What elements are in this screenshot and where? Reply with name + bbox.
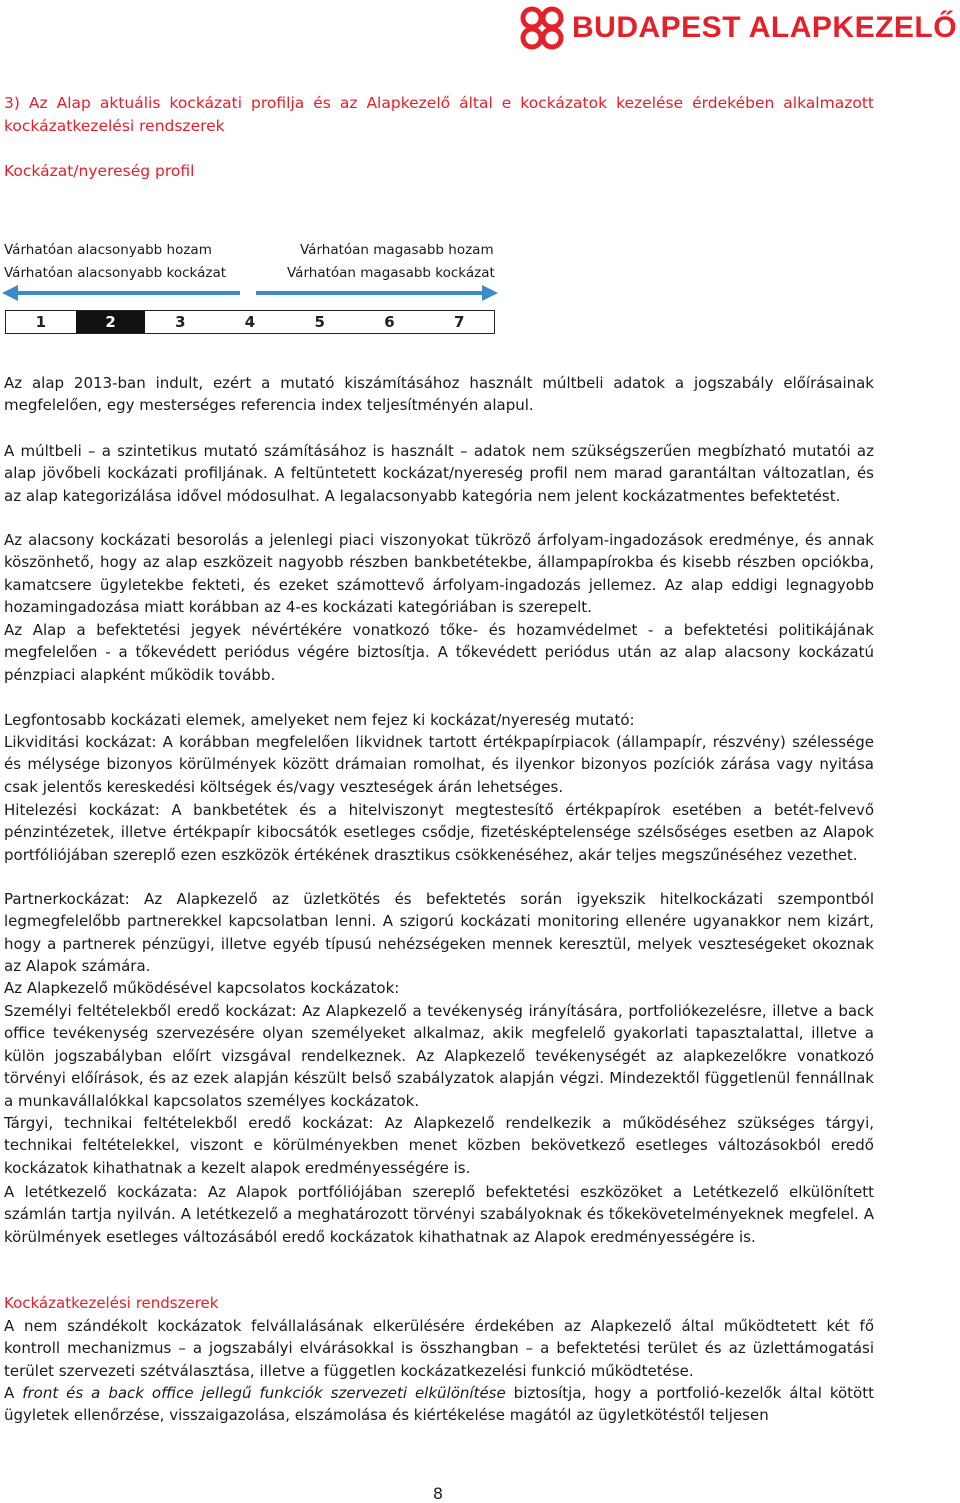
risk-cell-3: 3: [175, 313, 186, 331]
risk-cell-2-selected: 2: [76, 311, 146, 333]
paragraph-key-risks-heading: Legfontosabb kockázati elemek, amelyeket nem fejez ki kockázat/nyereség mutató:: [4, 711, 635, 729]
page-number: 8: [432, 1484, 444, 1503]
paragraph-front-back-office-italic: front és a back office jellegű funkciók szervezeti elkülönítése: [22, 1384, 506, 1402]
left-arrow-icon: [2, 283, 242, 303]
scale-left-label-2: Várhatóan alacsonyabb kockázat: [4, 265, 227, 281]
risk-cell-7: 7: [453, 313, 465, 331]
paragraph-liquidity-risk: Likviditási kockázat: A korábban megfelelően likvidnek tartott értékpapírpiacok (állampapír, részvény) szélessége és mélysége bizonyos körülmények között drámaian romolhat, és ilyenkor bizonyos pozíciók zárása vagy nyitása csak jelentős kereskedési költségek és/vagy veszteségek árán lehetséges.: [4, 733, 874, 796]
risk-cell-5: 5: [314, 313, 325, 331]
scale-right-label-2: Várhatóan magasabb kockázat: [287, 265, 495, 281]
logo-text: BUDAPEST ALAPKEZELŐ: [572, 11, 958, 44]
company-logo: [520, 6, 957, 50]
risk-cell-6: 6: [384, 313, 395, 331]
paragraph-partner-risk: Partnerkockázat: Az Alapkezelő az üzletkötés és befektetés során igyekszik hitelkockázati szempontból legmegfelelőbb partnerekkel kapcsolatban lenni. A szigorú kockázati monitoring ellenére ugyanakkor nem kizárt, hogy a partnerek pénzügyi, illetve egyéb típusú nehézségeken mennek keresztül, melyek veszteségeket okoznak az Alapok számára.: [4, 890, 874, 976]
paragraph-credit-risk: Hitelezési kockázat: A bankbetétek és a hitelviszonyt megtestesítő értékpapírok esetében a betét-felvevő pénzintézetek, illetve értékpapír kibocsátók esetleges csődje, fizetésképtelensége szélsőséges esetben az Alapok portfóliójában szereplő ezen eszközök értékének drasztikus csökkenéséhez, akár teljes megszűnéséhez vezethet.: [4, 801, 874, 864]
paragraph-front-back-office-end: biztosítja, hogy a portfolió-kezelők által kötött ügyletek ellenőrzése, visszaigazolása, elszámolása és kiértékelése magától az ügyletkötéstől teljesen: [4, 1384, 875, 1425]
risk-cell-4: 4: [244, 313, 256, 331]
risk-scale: [5, 310, 495, 334]
paragraph-risk-management: A nem szándékolt kockázatok felvállalásának elkerülésére érdekében az Alapkezelő által működtetett két fő kontroll mechanizmus – a jogszabályi elvárásokkal is összhangban – a befektetési terület és az üzlettámogatási terület szervezeti szétválasztása, illetve a független kockázatkezelési funkció működtetése.: [4, 1317, 874, 1380]
paragraph-technical-risk: Tárgyi, technikai feltételekből eredő kockázat: Az Alapkezelő rendelkezik a működéséhez szükséges tárgyi, technikai feltételekkel, viszont e körülményekben menet közben bekövetkező esetleges változásokból eredő kockázatok kihathatnak a kezelt alapok eredményességére is.: [4, 1114, 874, 1177]
scale-left-label-1: Várhatóan alacsonyabb hozam: [4, 242, 212, 258]
section-title: 3) Az Alap aktuális kockázati profilja és az Alapkezelő által e kockázatok kezelése érdekében alkalmazott kockázatkezelési rendszerek: [4, 94, 874, 135]
right-arrow-icon: [256, 283, 498, 303]
paragraph-methodology: Az alap 2013-ban indult, ezért a mutató kiszámításához használt múltbeli adatok a jogszabály előírásainak megfelelően, egy mesterséges referencia index teljesítményén alapul.: [4, 374, 874, 415]
paragraph-custodian-risk: A letétkezelő kockázata: Az Alapok portfóliójában szereplő befektetési eszközöket a Letétkezelő elkülönített számlán tartja nyilván. A letétkezelő a meghatározott törvényi szabályoknak és tőkekövetelményeknek megfelel. A körülmények esetleges változásából eredő kockázatok kihathatnak az Alapok eredményességére is.: [4, 1183, 874, 1246]
paragraph-front-back-office-start: A: [4, 1384, 23, 1402]
risk-cell-1: 1: [35, 313, 47, 331]
paragraph-personnel-risk: Személyi feltételekből eredő kockázat: Az Alapkezelő a tevékenység irányítására, portfoliókezelésre, illetve a back office tevékenység szervezésére olyan személyeket alkalmaz, akik megfelelő gyakorlati tapasztalattal, illetve a külön jogszabályban előírt vizsgával rendelkeznek. Az Alapkezelő tevékenységét az alapkezelőkre vonatkozó törvényi előírások, és az ezek alapján készült belső szabályzatok alapján végzi. Mindezektől függetlenül fennállnak a munkavállalókkal kapcsolatos személyes kockázatok.: [4, 1002, 874, 1110]
section-subtitle: Kockázat/nyereség profil: [4, 162, 195, 180]
paragraph-capital-protection: Az Alap a befektetési jegyek névértékére vonatkozó tőke- és hozamvédelmet - a befektetési politikájának megfelelően - a tőkevédett periódus végére biztosítja. A tőkevédett periódus után az alap alacsony kockázatú pénzpiaci alapként működik tovább.: [4, 621, 874, 684]
logo-mark-icon: [520, 6, 564, 50]
paragraph-low-risk: Az alacsony kockázati besorolás a jelenlegi piaci viszonyokat tükröző árfolyam-ingadozások eredménye, és annak köszönhető, hogy az alap eszközeit nagyobb részben bankbetétekbe, állampapírokba és kisebb részben opciókba, kamatcsere ügyletekbe fekteti, és ezeket számottevő árfolyam-ingadozás jellemez. Az alap eddigi legnagyobb hozamingadozása miatt korábban az 4-es kockázati kategóriában is szerepelt.: [4, 531, 874, 617]
risk-management-heading: Kockázatkezelési rendszerek: [4, 1294, 219, 1312]
paragraph-operational-heading: Az Alapkezelő működésével kapcsolatos kockázatok:: [4, 979, 400, 997]
scale-right-label-1: Várhatóan magasabb hozam: [300, 242, 494, 258]
paragraph-disclaimer: A múltbeli – a szintetikus mutató számításához is használt – adatok nem szükségszerűen megbízható mutatói az alap jövőbeli kockázati profiljának. A feltüntetett kockázat/nyereség profil nem marad garantáltan változatlan, és az alap kategorizálása idővel módosulhat. A legalacsonyabb kategória nem jelent kockázatmentes befektetést.: [4, 442, 874, 505]
paragraph-front-back-office: [4, 1382, 874, 1427]
